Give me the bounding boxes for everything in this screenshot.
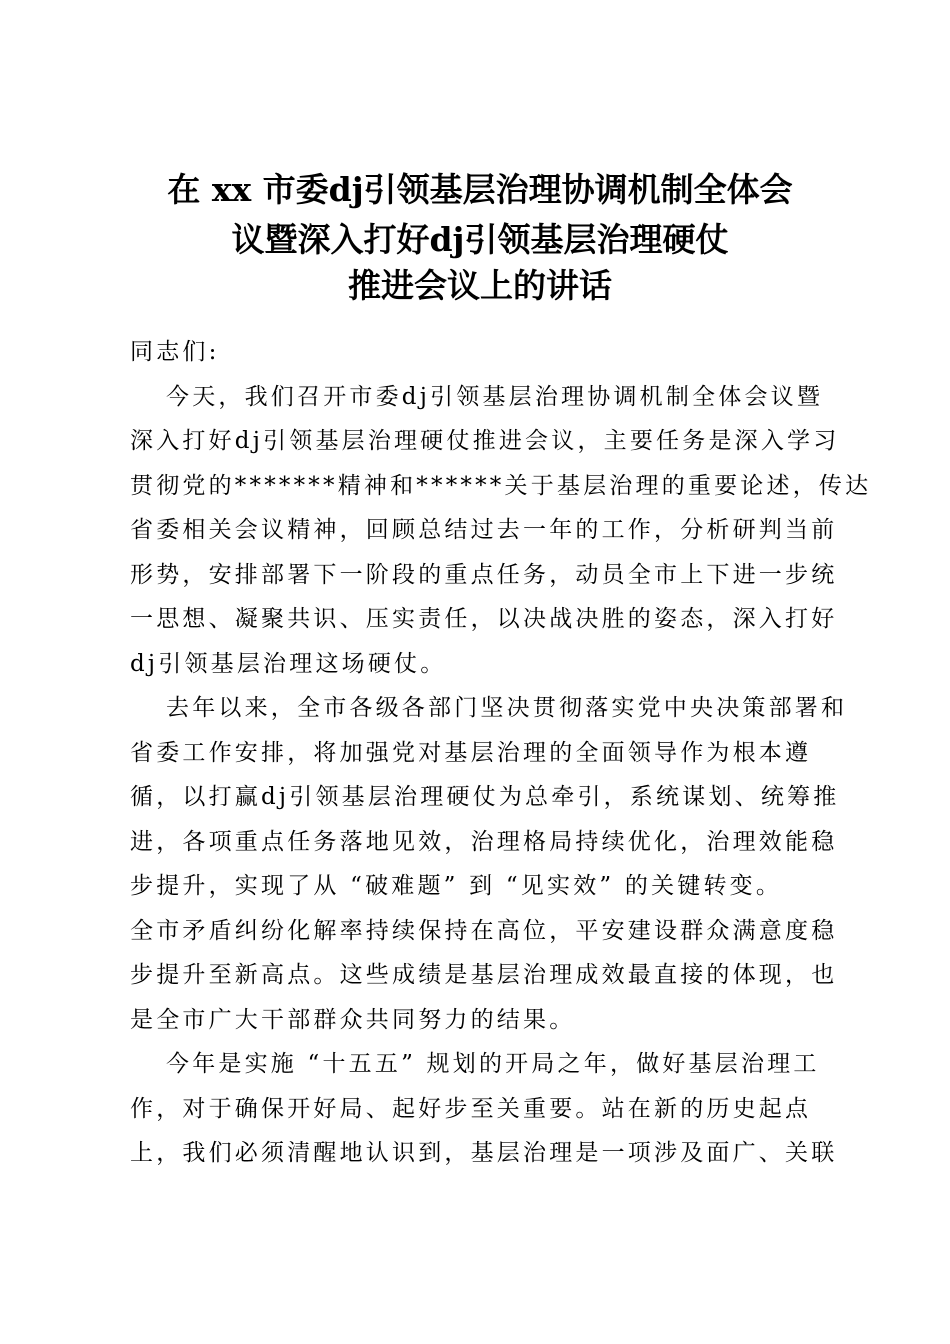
paragraph-1-line: 贯彻党的*******精神和******关于基层治理的重要论述，传达 [130,472,872,499]
paragraph-2-line: 步提升至新高点。这些成绩是基层治理成效最直接的体现，也 [130,962,838,988]
paragraph-1-line: 一思想、凝聚共识、压实责任，以决战决胜的姿态，深入打好 [130,606,838,632]
paragraph-3-line: 作，对于确保开好局、起好步至关重要。站在新的历史起点 [130,1095,812,1122]
paragraph-2-line: 去年以来，全市各级各部门坚决贯彻落实党中央决策部署和 [166,695,848,721]
paragraph-1-line: 形势，安排部署下一阶段的重点任务，动员全市上下进一步统 [130,561,838,588]
document-body [130,330,872,1176]
paragraph-1-line: dj引领基层治理这场硬仗。 [130,650,447,677]
title-line-1: 在 xx 市委dj引领基层治理协调机制全体会 [167,170,793,209]
paragraph-2-line: 进，各项重点任务落地见效，治理格局持续优化，治理效能稳 [130,828,838,855]
paragraph-3-line: 上，我们必须清醒地认识到，基层治理是一项涉及面广、关联 [130,1140,838,1166]
paragraph-1-line: 省委相关会议精神，回顾总结过去一年的工作，分析研判当前 [130,517,838,543]
paragraph-1-line: 深入打好dj引领基层治理硬仗推进会议，主要任务是深入学习 [130,428,840,454]
paragraph-1-line: 今天，我们召开市委dj引领基层治理协调机制全体会议暨 [166,383,824,410]
title-line-3: 推进会议上的讲话 [348,266,612,305]
paragraph-2-line: 是全市广大干部群众共同努力的结果。 [130,1006,576,1033]
paragraph-2-line: 循，以打赢dj引领基层治理硬仗为总牵引，系统谋划、统筹推 [130,784,840,810]
paragraph-2-line: 步提升，实现了从 “破难题” 到 “见实效” 的关键转变。 [130,873,783,899]
paragraph-3-line: 今年是实施 “十五五” 规划的开局之年，做好基层治理工 [166,1051,820,1077]
paragraph-2-line: 省委工作安排，将加强党对基层治理的全面领导作为根本遵 [130,739,812,766]
salutation: 同志们: [130,339,220,365]
paragraph-2-line: 全市矛盾纠纷化解率持续保持在高位，平安建设群众满意度稳 [130,917,838,944]
title-line-2: 议暨深入打好dj引领基层治理硬仗 [231,220,729,259]
